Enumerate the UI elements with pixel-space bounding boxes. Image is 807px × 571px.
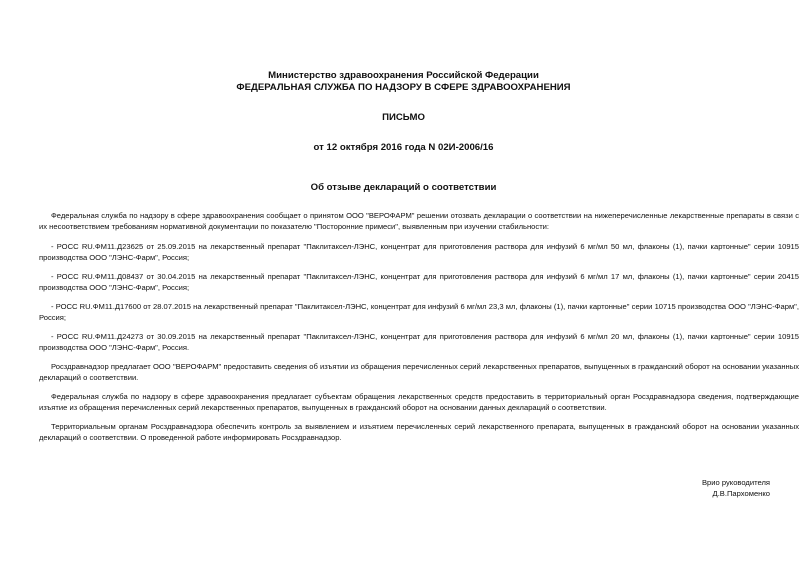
document-type: ПИСЬМО	[382, 112, 425, 123]
list-item-declaration-4: - РОСС RU.ФМ11.Д24273 от 30.09.2015 на лекарственный препарат "Паклитаксел-ЛЭНС, концентрат для приготовления раствора для инфузий 6 мг/мл 20 мл, флаконы (1), пачки картонные" серии 10915 производства ООО "ЛЭНС-Фарм", Россия.	[39, 332, 799, 352]
signature-position: Врио руководителя	[701, 478, 770, 487]
paragraph-intro: Федеральная служба по надзору в сфере здравоохранения сообщает о принятом ООО "ВЕРОФАРМ" решении отозвать декларации о соответствии на нижеперечисленные лекарственные препараты в связи с их несоответствием требованиям нормативной документации по показателю "Посторонние примеси", выявленным при изучении стабильности:	[39, 211, 799, 231]
list-item-declaration-1: - РОСС RU.ФМ11.Д23625 от 25.09.2015 на лекарственный препарат "Паклитаксел-ЛЭНС, концентрат для приготовления раствора для инфузий 6 мг/мл 50 мл, флаконы (1), пачки картонные" серии 10915 производства ООО "ЛЭНС-Фарм", Россия;	[39, 242, 799, 262]
document-date-number: от 12 октября 2016 года N 02И-2006/16	[313, 142, 494, 153]
paragraph-verofarm-request: Росздравнадзор предлагает ООО "ВЕРОФАРМ" предоставить сведения об изъятии из обращения перечисленных серий лекарственных препаратов, выпущенных в гражданский оборот на основании указанных деклараций о соответствии.	[39, 362, 799, 382]
list-item-declaration-2: - РОСС RU.ФМ11.Д08437 от 30.04.2015 на лекарственный препарат "Паклитаксел-ЛЭНС, концентрат для приготовления раствора для инфузий 6 мг/мл 17 мл, флаконы (1), пачки картонные" серии 20415 производства ООО "ЛЭНС-Фарм", Россия;	[39, 272, 799, 292]
signature-name: Д.В.Пархоменко	[712, 489, 770, 498]
paragraph-territorial-control: Территориальным органам Росздравнадзора обеспечить контроль за выявлением и изъятием перечисленных серий лекарственного препарата, выпущенных в гражданский оборот на основании указанных деклараций о соответствии. О проведенной работе информировать Росздравнадзор.	[39, 422, 799, 442]
ministry-title: Министерство здравоохранения Российской Федерации	[268, 70, 539, 81]
list-item-declaration-3: - РОСС RU.ФМ11.Д17600 от 28.07.2015 на лекарственный препарат "Паклитаксел-ЛЭНС, концентрат для инфузий 6 мг/мл 23,3 мл, флаконы (1), пачки картонные" серии 10715 производства ООО "ЛЭНС-Фарм", Россия;	[39, 302, 799, 322]
service-title: ФЕДЕРАЛЬНАЯ СЛУЖБА ПО НАДЗОРУ В СФЕРЕ ЗДРАВООХРАНЕНИЯ	[236, 82, 571, 93]
letter-body	[0, 205, 807, 465]
document-subject: Об отзыве деклараций о соответствии	[310, 182, 497, 193]
paragraph-subjects-request: Федеральная служба по надзору в сфере здравоохранения предлагает субъектам обращения лекарственных средств предоставить в территориальный орган Росздравнадзора сведения, подтверждающие изъятие из обращения перечисленных серий лекарственных препаратов, выпущенных в гражданский оборот на основании данных деклараций о соответствии.	[39, 392, 799, 412]
